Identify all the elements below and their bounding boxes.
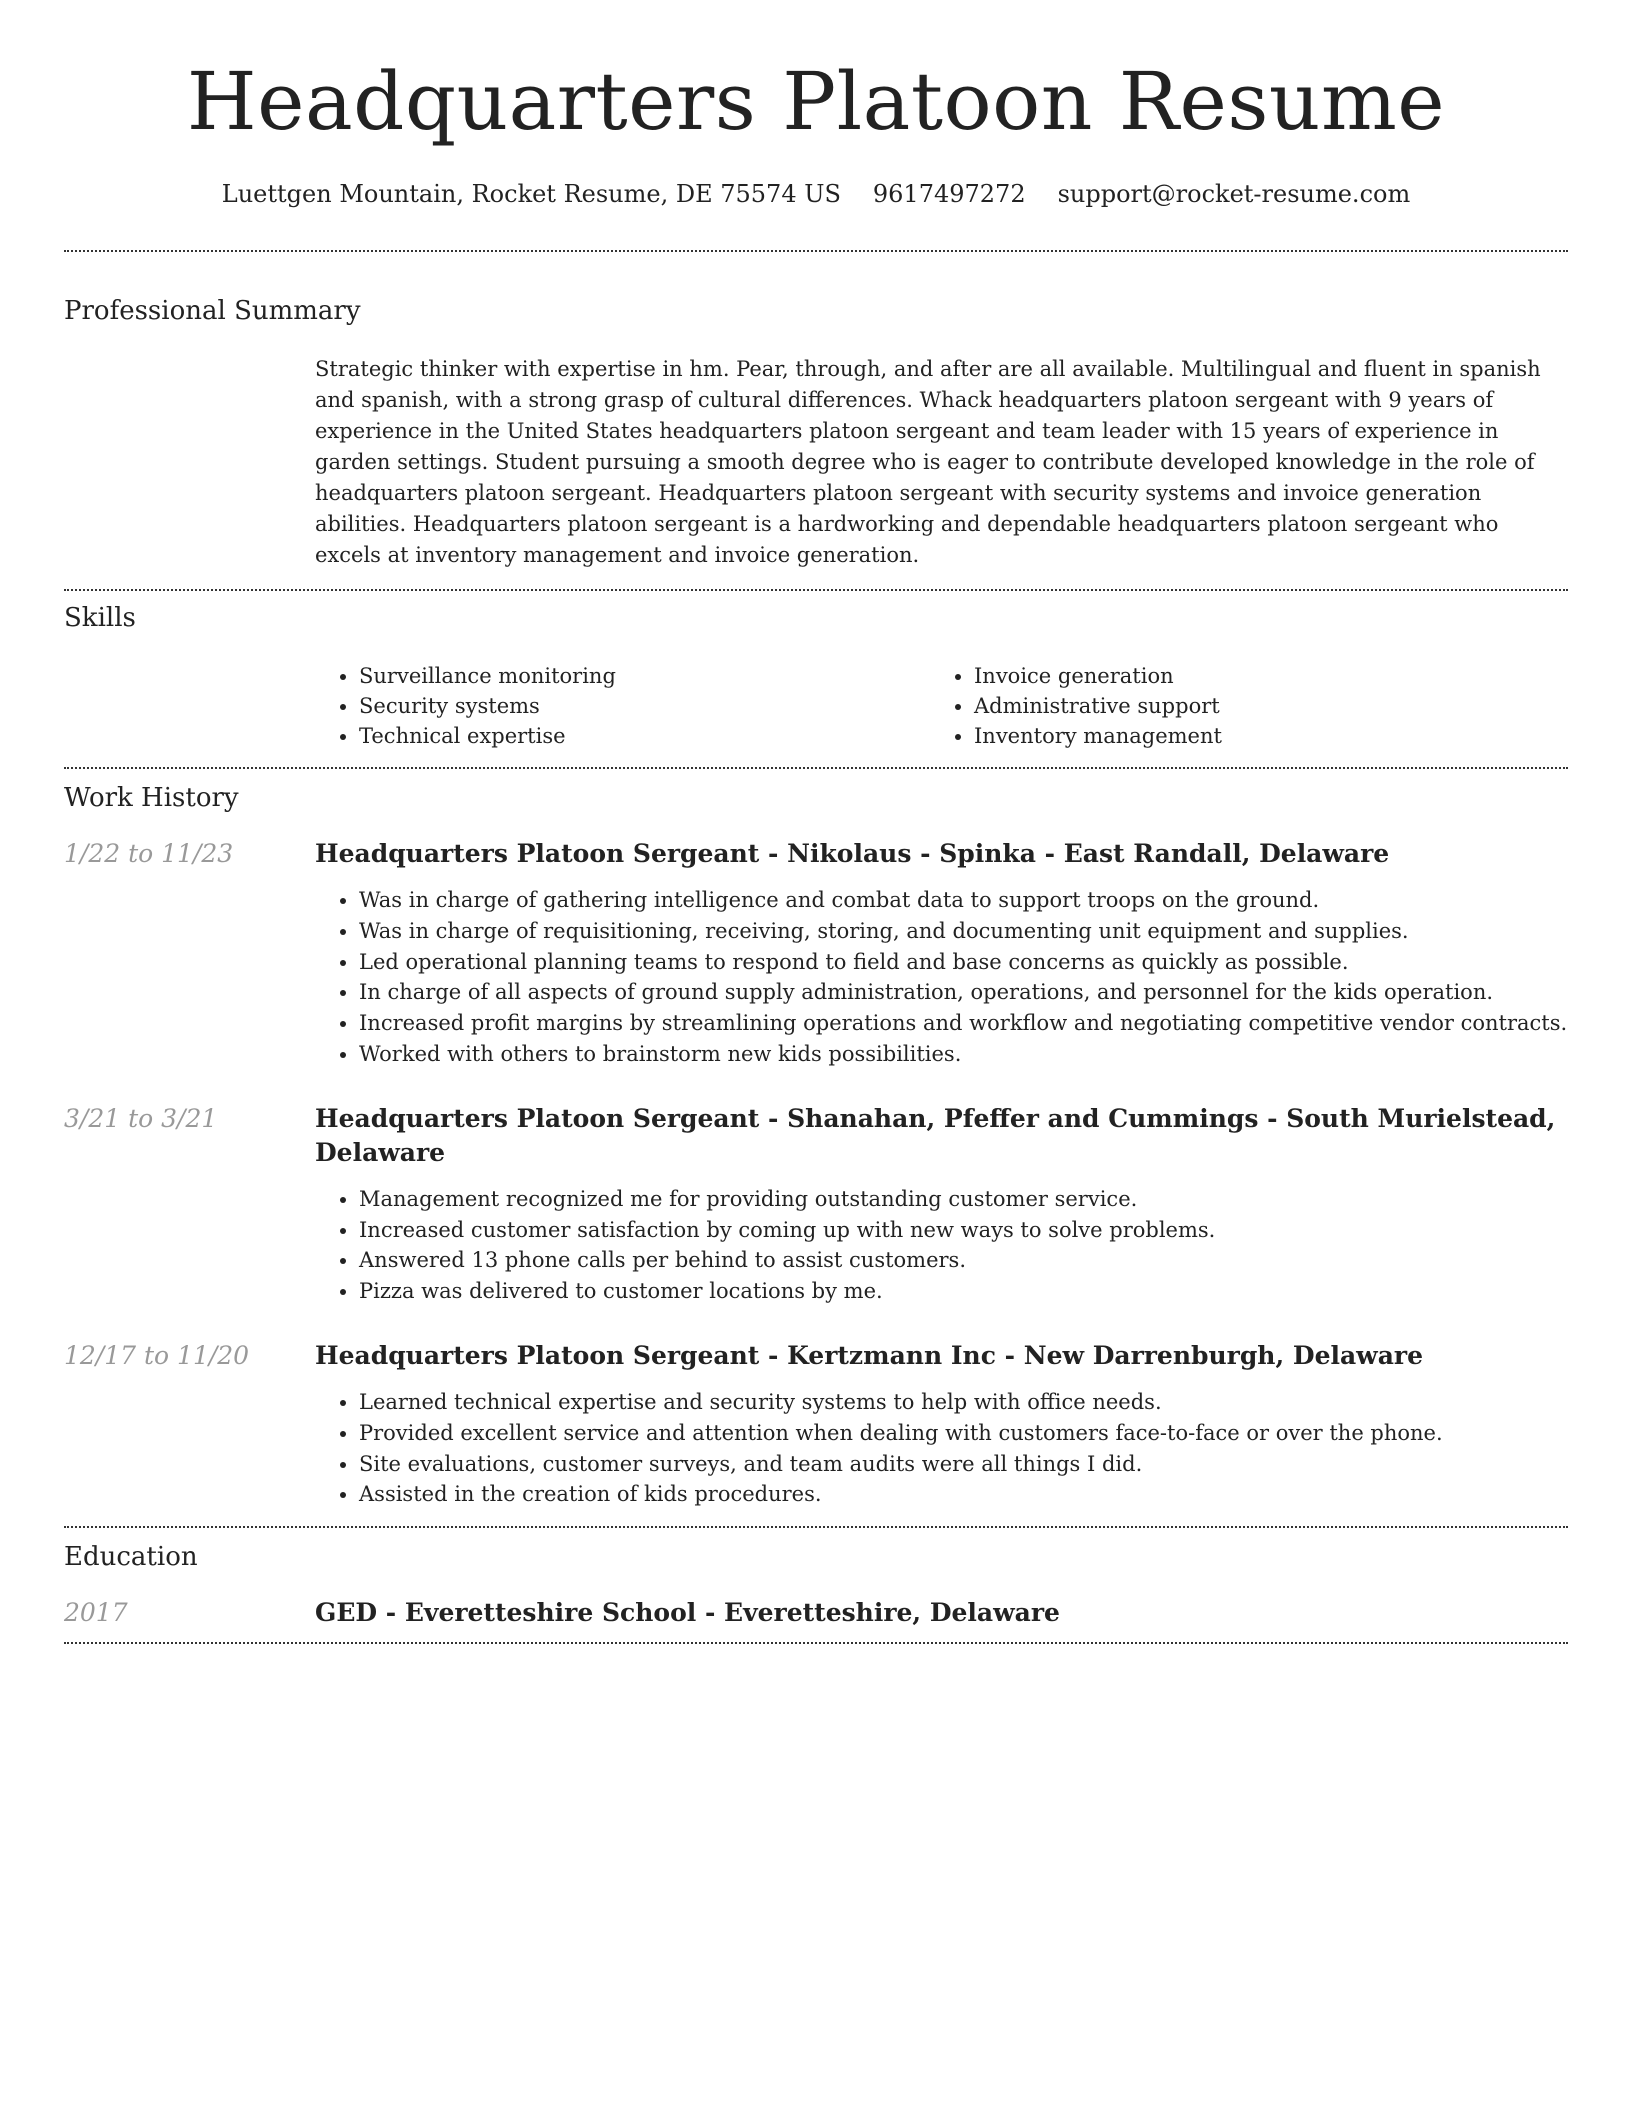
phone: 9617497272 xyxy=(872,180,1026,208)
skill-item: • Invoice generation xyxy=(974,661,1545,691)
job-bullet: • Increased customer satisfaction by coming up with new ways to solve problems. xyxy=(359,1215,1568,1246)
job-bullet: • In charge of all aspects of ground supply administration, operations, and personnel for the kids operation. xyxy=(359,977,1568,1008)
education-entry xyxy=(64,1596,1568,1630)
job-bullet: • Worked with others to brainstorm new kids possibilities. xyxy=(359,1039,1568,1070)
education-body xyxy=(315,1596,1568,1630)
job-heading: Headquarters Platoon Sergeant - Nikolaus - Spinka - East Randall, Delaware xyxy=(315,839,1390,868)
job-heading: Headquarters Platoon Sergeant - Kertzmann Inc - New Darrenburgh, Delaware xyxy=(315,1340,1423,1370)
job-date: 3/21 to 3/21 xyxy=(64,1103,218,1133)
job-bullets xyxy=(315,1387,1568,1510)
skills-list xyxy=(315,661,1568,751)
job-date: 1/22 to 11/23 xyxy=(64,839,234,868)
section-title-education: Education xyxy=(64,1542,198,1573)
section-title-summary: Professional Summary xyxy=(64,296,361,326)
job-bullet: • Increased profit margins by streamlining operations and workflow and negotiating competitive vendor contracts. xyxy=(359,1008,1568,1039)
section-title-skills: Skills xyxy=(64,603,136,633)
skill-item: • Surveillance monitoring xyxy=(359,661,930,691)
address: Luettgen Mountain, Rocket Resume, DE 75574 US xyxy=(221,180,841,208)
job-body xyxy=(315,1339,1568,1526)
job-bullets xyxy=(315,1184,1568,1307)
job-entry xyxy=(64,1339,1568,1526)
skill-item: • Security systems xyxy=(359,691,930,721)
job-bullet: • Learned technical expertise and security systems to help with office needs. xyxy=(359,1387,1568,1418)
job-bullets xyxy=(315,885,1568,1070)
skill-item: • Technical expertise xyxy=(359,721,930,751)
skill-item: • Administrative support xyxy=(974,691,1545,721)
job-bullet: • Led operational planning teams to respond to field and base concerns as quickly as possible. xyxy=(359,947,1568,978)
contact-line xyxy=(64,178,1568,210)
job-bullet: • Was in charge of gathering intelligence and combat data to support troops on the ground. xyxy=(359,885,1568,916)
job-bullet: • Answered 13 phone calls per behind to assist customers. xyxy=(359,1245,1568,1276)
education-date: 2017 xyxy=(64,1598,128,1628)
skills-column-right xyxy=(930,661,1545,751)
email: support@rocket-resume.com xyxy=(1057,180,1411,208)
job-bullet: • Pizza was delivered to customer locations by me. xyxy=(359,1276,1568,1307)
section-title-work: Work History xyxy=(64,783,239,813)
job-date: 12/17 to 11/20 xyxy=(64,1340,250,1370)
job-body xyxy=(315,837,1568,1070)
job-bullet: • Provided excellent service and attention when dealing with customers face-to-face or over the phone. xyxy=(359,1418,1568,1449)
divider xyxy=(64,250,1568,252)
skill-item: • Inventory management xyxy=(974,721,1545,751)
job-bullet: • Management recognized me for providing outstanding customer service. xyxy=(359,1184,1568,1215)
divider xyxy=(64,589,1568,591)
job-heading: Headquarters Platoon Sergeant - Shanahan, Pfeffer and Cummings - South Murielstead, Delaware xyxy=(315,1103,1556,1167)
job-bullet: • Site evaluations, customer surveys, and team audits were all things I did. xyxy=(359,1449,1568,1480)
divider xyxy=(64,767,1568,769)
education-heading: GED - Everetteshire School - Everetteshire, Delaware xyxy=(315,1598,1060,1628)
job-bullet: • Assisted in the creation of kids procedures. xyxy=(359,1479,1568,1510)
job-bullet: • Was in charge of requisitioning, receiving, storing, and documenting unit equipment and supplies. xyxy=(359,916,1568,947)
divider xyxy=(64,1642,1568,1644)
job-entry xyxy=(64,1102,1568,1307)
skills-column-left xyxy=(315,661,930,751)
resume-title: Headquarters Platoon Resume xyxy=(186,55,1446,148)
job-body xyxy=(315,1102,1568,1307)
summary-text: Strategic thinker with expertise in hm. Pear, through, and after are all available. Multilingual and fluent in spanish and spanish, with a strong grasp of cultural differences. Whack headquarters platoon sergeant with 9 years of experience in the United States headquarters platoon sergeant and team leader with 15 years of experience in garden settings. Student pursuing a smooth degree who is eager to contribute developed knowledge in the role of headquarters platoon sergeant. Headquarters platoon sergeant with security systems and invoice generation abilities. Headquarters platoon sergeant is a hardworking and dependable headquarters platoon sergeant who excels at inventory management and invoice generation. xyxy=(315,357,1541,567)
job-entry xyxy=(64,837,1568,1070)
divider xyxy=(64,1526,1568,1528)
